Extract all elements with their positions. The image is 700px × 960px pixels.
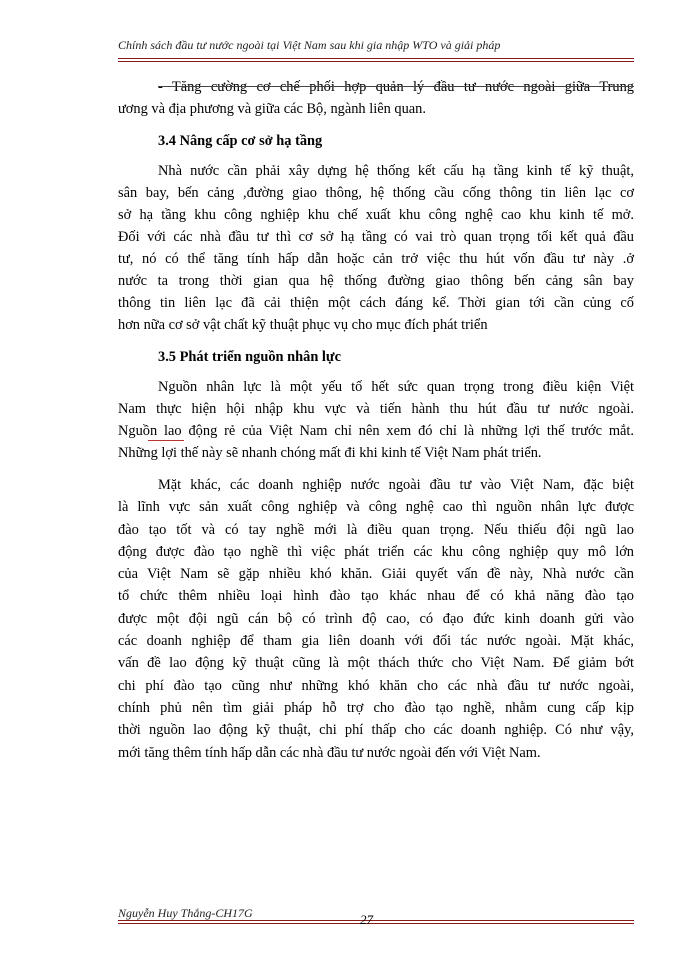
text-line: vấn đề lao động kỹ thuật cũng là một thách thức cho Việt Nam. Để giảm bớt (118, 655, 634, 672)
text-line: Nam thực hiện hội nhập khu vực và tiến hành thu hút đầu tư nước ngoài. (118, 401, 634, 417)
text-line: các doanh nghiệp để tham gia liên doanh với đối tác nước ngoài. Mặt khác, (118, 633, 634, 650)
text-line: nước ta trong thời gian qua hệ thống đường giao thông bến cảng sân bay (118, 273, 634, 289)
section-heading-3-4: 3.4 Nâng cấp cơ sở hạ tầng (158, 133, 323, 149)
text-line: là lĩnh vực sản xuất công nghiệp và công nghệ cao thì nguồn nhân lực được (118, 499, 634, 516)
text-line: tư, nó có thể tăng tính hấp dẫn hoặc cản trở việc thu hút vốn đầu tư này .ở (118, 251, 634, 267)
text-line: sở hạ tầng khu công nghiệp khu chế xuất khu công nghệ cao khu kinh tế mở. (118, 207, 634, 223)
text-line: chính phủ nên tìm giải pháp hỗ trợ cho đào tạo nghề, nhằm cung cấp kịp (118, 699, 634, 716)
text-line: Nguồn lao động rẻ của Việt Nam chỉ nên xem đó chỉ là những lợi thế trước mắt. (118, 423, 634, 439)
footer-rule (118, 920, 634, 921)
footer-rule-thick (118, 923, 634, 924)
text-line: Những lợi thế này sẽ nhanh chóng mất đi khi kinh tế Việt Nam phát triển. (118, 445, 542, 461)
text-line: thông tin liên lạc đã cải thiện một cách đáng kể. Thời gian tới cần củng cố (118, 295, 634, 311)
text-line: hơn nữa cơ sở vật chất kỹ thuật phục vụ cho mục đích phát triển (118, 317, 488, 333)
text-line: tổ chức thêm nhiều loại hình đào tạo khác nhau để có khả năng đào tạo (118, 588, 634, 605)
section-heading-3-5: 3.5 Phát triển nguồn nhân lực (158, 349, 341, 365)
text-line: thời nguồn lao động kỹ thuật, chi phí thấp cho các doanh nghiệp. Có như vậy, (118, 722, 634, 739)
text-line: Mặt khác, các doanh nghiệp nước ngoài đầu tư vào Việt Nam, đặc biệt (158, 477, 634, 493)
intro-line-2: ương và địa phương và giữa các Bộ, ngành liên quan. (118, 101, 426, 117)
text-line: được một đội ngũ cán bộ có trình độ cao, có đạo đức kinh doanh gửi vào (118, 610, 634, 627)
text-line: sân bay, bến cảng ,đường giao thông, hệ thống cầu cống thông tin liên lạc cơ (118, 185, 634, 201)
document-body (118, 76, 634, 764)
header-rule-thin (118, 61, 634, 62)
text-line: Nhà nước cần phải xây dựng hệ thống kết cấu hạ tầng kinh tế kỹ thuật, (158, 163, 634, 179)
page-number: 27 (360, 912, 373, 927)
text-line: Đối với các nhà đầu tư thì cơ sở hạ tầng có vai trò quan trọng tối kết quả đầu (118, 229, 634, 245)
text-line: chi phí đào tạo cũng như những khó khăn cho các nhà đầu tư nước ngoài, (118, 677, 634, 694)
intro-line-1: - Tăng cường cơ chế phối hợp quản lý đầu tư nước ngoài giữa Trung (158, 79, 634, 95)
intro-paragraph (118, 76, 634, 120)
section-3-5-paragraph-2 (118, 474, 634, 764)
header-rule (118, 58, 634, 59)
running-header: Chính sách đầu tư nước ngoài tại Việt Nam sau khi gia nhập WTO và giải pháp (118, 38, 501, 52)
section-3-5-paragraph-1 (118, 376, 634, 464)
text-line: của Việt Nam sẽ gặp nhiều khó khăn. Giải quyết vấn đề này, Nhà nước cần (118, 566, 634, 583)
footer-author: Nguyễn Huy Thắng-CH17G (118, 906, 253, 920)
text-line: động được đào tạo nghề thì việc phát triển các khu công nghiệp quy mô lớn (118, 543, 634, 560)
section-3-4-paragraph (118, 160, 634, 336)
revision-mark (148, 440, 184, 441)
text-line: Nguồn nhân lực là một yếu tố hết sức quan trọng trong điều kiện Việt (158, 379, 634, 395)
text-line: đào tạo tốt và có tay nghề mới là điều quan trọng. Nếu thiếu đội ngũ lao (118, 521, 634, 538)
text-line: mới tăng thêm tính hấp dẫn các nhà đầu tư nước ngoài đến với Việt Nam. (118, 744, 541, 761)
